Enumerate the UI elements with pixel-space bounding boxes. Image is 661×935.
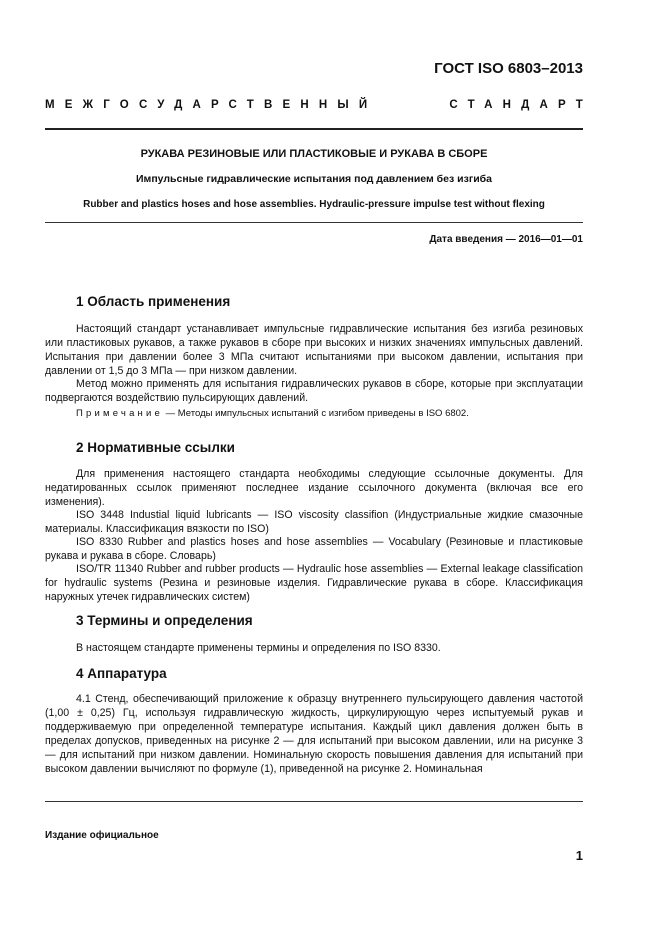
standard-kind-right: СТАНДАРТ <box>449 99 593 111</box>
note-label: Примечание <box>76 408 163 419</box>
standard-kind <box>45 99 593 111</box>
section-3-heading: 3 Термины и определения <box>76 613 253 628</box>
standard-kind-left: МЕЖГОСУДАРСТВЕННЫЙ <box>45 99 378 111</box>
section-2-paragraph-1: Для применения настоящего стандарта необходимы следующие ссылочные документы. Для недатированных ссылок применяют последнее издание ссылочного документа (включая все его изменения). <box>45 468 583 508</box>
document-number: ГОСТ ISO 6803–2013 <box>434 60 583 77</box>
section-1-note <box>76 408 583 419</box>
section-2-heading: 2 Нормативные ссылки <box>76 440 235 455</box>
page-number: 1 <box>575 848 583 863</box>
document-title-ru: РУКАВА РЕЗИНОВЫЕ ИЛИ ПЛАСТИКОВЫЕ И РУКАВА В СБОРЕ <box>140 148 488 160</box>
footer-divider <box>45 801 583 802</box>
section-4-heading: 4 Аппаратура <box>76 666 167 681</box>
note-text: — Методы импульсных испытаний с изгибом приведены в ISO 6802. <box>163 408 469 419</box>
introduction-date: Дата введения — 2016—01—01 <box>429 234 583 245</box>
edition-label: Издание официальное <box>45 830 159 841</box>
section-1-paragraph-1: Настоящий стандарт устанавливает импульсные гидравлические испытания без изгиба резиновых или пластиковых рукавов, а также рукавов в сборе при высоких и низких значениях импульсных давлений. Испытания при давлении более 3 МПа считают испытаниями при высоком давлении, испытания при давлении от 1,5 до 3 МПа — при низком давлении. <box>45 323 583 377</box>
reference-iso-8330: ISO 8330 Rubber and plastics hoses and hose assemblies — Vocabulary (Резиновые и пластиковые рукава и рукава в сборе. Словарь) <box>45 536 583 562</box>
document-subtitle-ru: Импульсные гидравлические испытания под давлением без изгиба <box>136 173 492 185</box>
section-4-paragraph-1: 4.1 Стенд, обеспечивающий приложение к образцу внутреннего пульсирующего давления частотой (1,00 ± 0,25) Гц, используя гидравлическую жидкость, циркулирующую через испытуемый рукав и поддерживаемую при определенной температуре испытания. Каждый цикл давления должен быть в пределах допусков, приведенных на рисунке 2 — для испытаний при высоком давлении, или на рисунке 3 — для испытаний при низком давлении. Номинальную скорость повышения давления для испытаний при высоком давлении вычисляют по формуле (1), приведенной на рисунке 2. Номинальная <box>45 693 583 775</box>
reference-iso-3448: ISO 3448 Industial liquid lubricants — ISO viscosity classifion (Индустриальные жидкие смазочные материалы. Классификация вязкости по ISO) <box>45 509 583 535</box>
section-3-paragraph-1: В настоящем стандарте применены термины и определения по ISO 8330. <box>76 642 441 654</box>
title-divider <box>45 222 583 223</box>
document-title-en: Rubber and plastics hoses and hose assemblies. Hydraulic-pressure impulse test without flexing <box>83 199 545 210</box>
section-1-heading: 1 Область применения <box>76 294 231 309</box>
header-divider <box>45 128 583 130</box>
reference-iso-tr-11340: ISO/TR 11340 Rubber and rubber products — Hydraulic hose assemblies — External leakage classification for hydraulic systems (Резина и резиновые изделия. Гидравлические рукава в сборе. Классификация наружных утечек гидравлических систем) <box>45 563 583 603</box>
section-1-paragraph-2: Метод можно применять для испытания гидравлических рукавов в сборе, которые при эксплуатации подвергаются воздействию пульсирующих давлений. <box>45 378 583 404</box>
